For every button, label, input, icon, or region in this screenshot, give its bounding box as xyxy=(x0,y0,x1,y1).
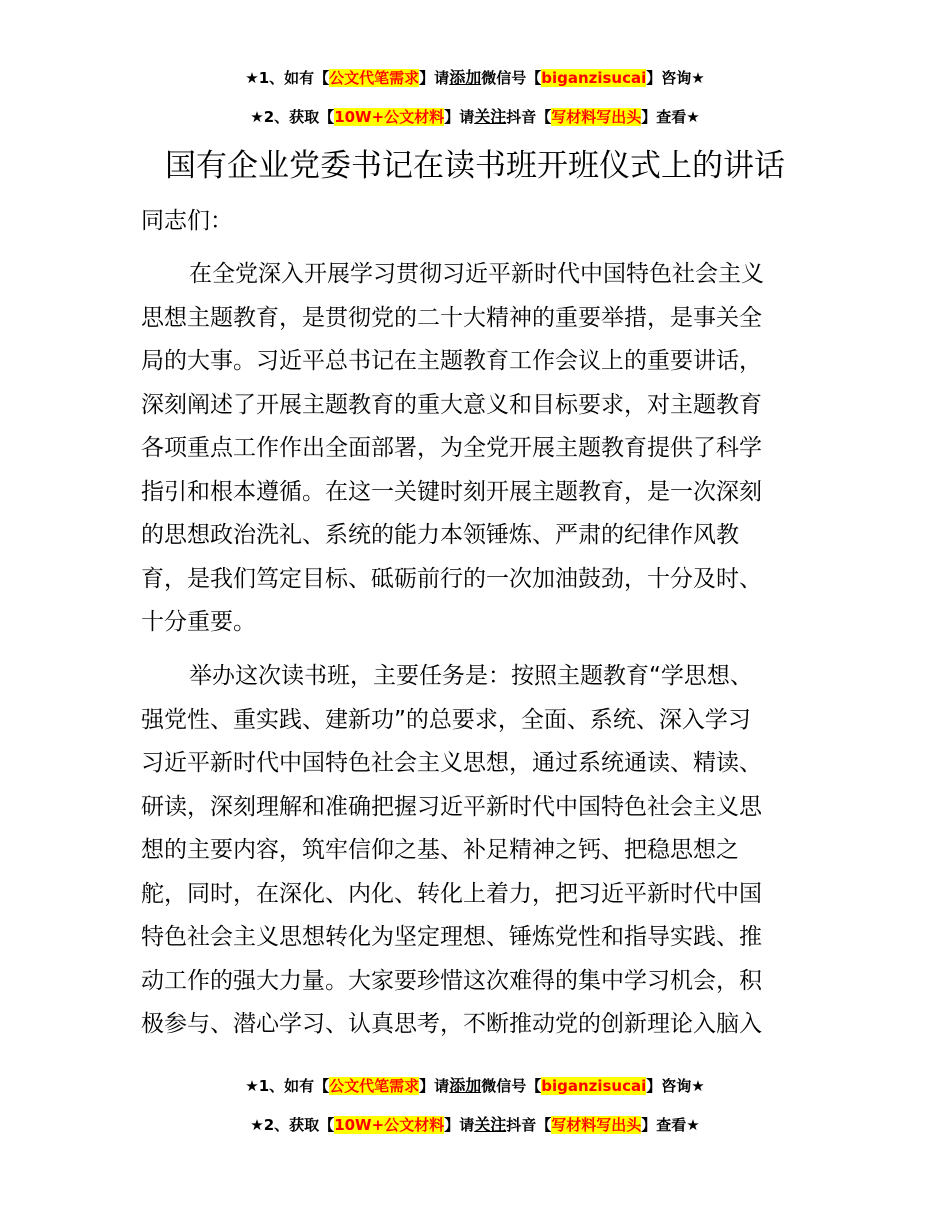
promo-top-line2: ★2、获取【10W+公文材料】请关注抖音【写材料写出头】查看★ xyxy=(250,107,700,126)
paragraph-2 xyxy=(141,655,811,1047)
promo-highlight: biganzisucai xyxy=(541,69,647,87)
text-line: 极参与、潜心学习、认真思考，不断推动党的创新理论入脑入 xyxy=(141,1011,762,1037)
text-line: 各项重点工作作出全面部署，为全党开展主题教育提供了科学 xyxy=(141,435,762,461)
text-line: 十分重要。 xyxy=(141,609,256,635)
greeting: 同志们： xyxy=(141,208,233,234)
promo-top-line1: ★1、如有【公文代笔需求】请添加微信号【biganzisucai】咨询★ xyxy=(245,68,705,87)
text-line: 舵，同时，在深化、内化、转化上着力，把习近平新时代中国 xyxy=(141,880,762,907)
text-line: 的思想政治洗礼、系统的能力本领锤炼、严肃的纪律作风教 xyxy=(141,522,739,548)
promo-highlight: 10W+公文材料 xyxy=(334,1116,445,1134)
text-line: 举办这次读书班，主要任务是：按照主题教育“学思想、 xyxy=(189,663,753,689)
text-line: 特色社会主义思想转化为坚定理想、锤炼党性和指导实践、推 xyxy=(141,924,762,950)
promo-bottom-line2: ★2、获取【10W+公文材料】请关注抖音【写材料写出头】查看★ xyxy=(250,1115,700,1134)
text-line: 深刻阐述了开展主题教育的重大意义和目标要求，对主题教育 xyxy=(141,391,762,418)
text-line: 局的大事。习近平总书记在主题教育工作会议上的重要讲话， xyxy=(141,348,762,374)
promo-highlight: 10W+公文材料 xyxy=(334,108,445,126)
promo-highlight: 公文代笔需求 xyxy=(329,1077,420,1095)
promo-highlight: 公文代笔需求 xyxy=(329,69,420,87)
promo-highlight: 写材料写出头 xyxy=(551,108,642,126)
text-line: 指引和根本遵循。在这一关键时刻开展主题教育，是一次深刻 xyxy=(141,478,762,505)
text-line: 动工作的强大力量。大家要珍惜这次难得的集中学习机会，积 xyxy=(141,967,762,994)
promo-highlight: 写材料写出头 xyxy=(551,1116,642,1134)
text-line: 习近平新时代中国特色社会主义思想，通过系统通读、精读、 xyxy=(141,750,762,776)
text-line: 思想主题教育，是贯彻党的二十大精神的重要举措，是事关全 xyxy=(141,304,762,331)
text-line: 研读，深刻理解和准确把握习近平新时代中国特色社会主义思 xyxy=(141,793,762,820)
promo-bottom-line1: ★1、如有【公文代笔需求】请添加微信号【biganzisucai】咨询★ xyxy=(245,1076,705,1095)
text-line: 强党性、重实践、建新功”的总要求，全面、系统、深入学习 xyxy=(141,706,751,733)
text-line: 在全党深入开展学习贯彻习近平新时代中国特色社会主义 xyxy=(189,261,764,287)
paragraph-1 xyxy=(141,253,811,645)
document-title: 国有企业党委书记在读书班开班仪式上的讲话 xyxy=(165,148,785,184)
text-line: 育，是我们笃定目标、砥砺前行的一次加油鼓劲，十分及时、 xyxy=(141,565,762,592)
text-line: 想的主要内容，筑牢信仰之基、补足精神之钙、把稳思想之 xyxy=(141,837,739,863)
promo-highlight: biganzisucai xyxy=(541,1077,647,1095)
